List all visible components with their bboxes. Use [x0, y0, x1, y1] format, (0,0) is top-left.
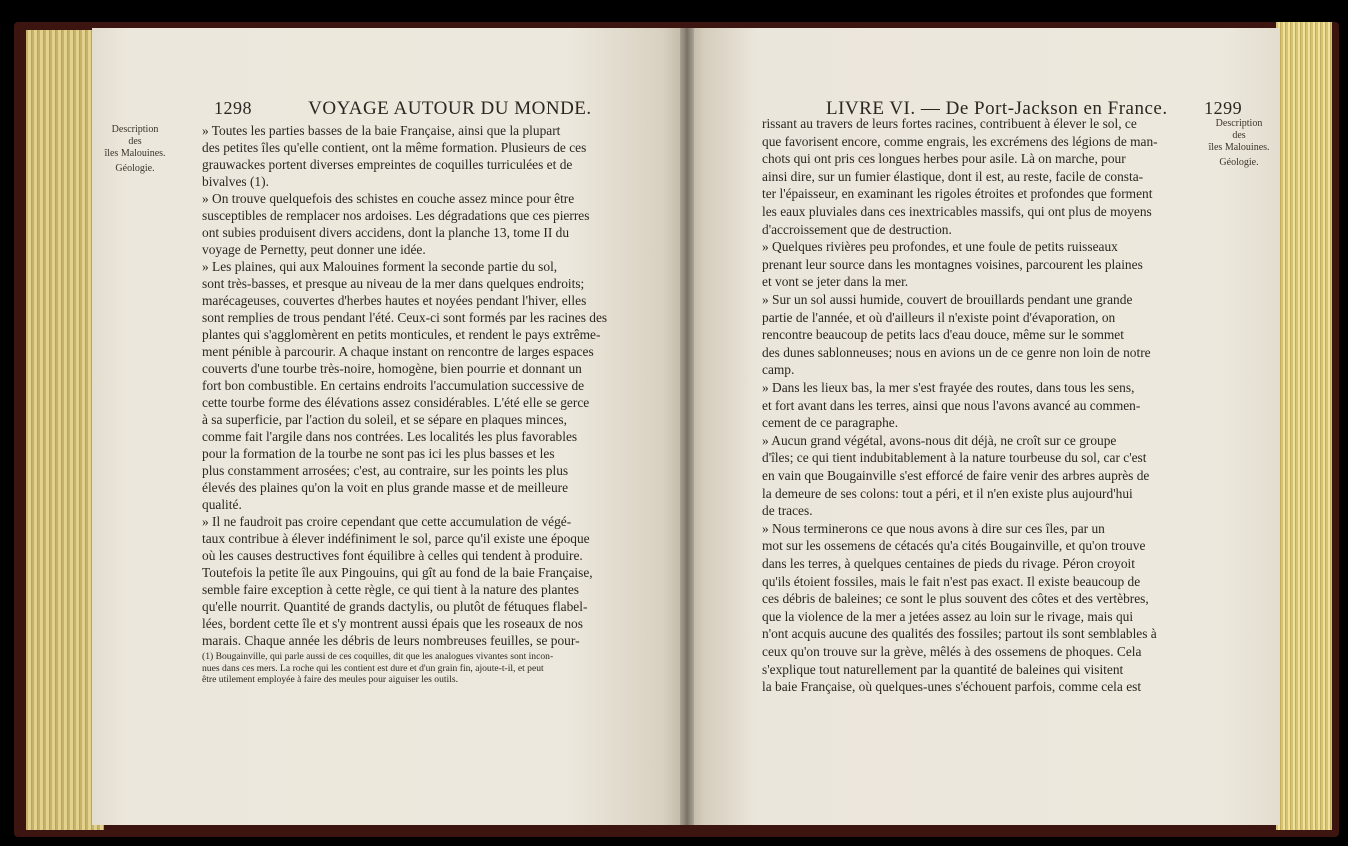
text-line: sont remplies de trous pendant l'été. Ceux-ci sont formés par les racines des — [202, 310, 608, 325]
text-line: voyage de Pernetty, peut donner une idée. — [202, 242, 426, 257]
book-gutter — [680, 28, 694, 825]
text-line: rencontre beaucoup de petits lacs d'eau douce, même sur le sommet — [762, 327, 1124, 343]
text-line: plus constamment arrosées; c'est, au contraire, sur les points les plus — [202, 463, 569, 478]
text-line: la demeure de ses colons: tout a péri, et il n'en existe plus aujourd'hui — [762, 485, 1133, 501]
text-line: » Dans les lieux bas, la mer s'est frayée des routes, dans tous les sens, — [762, 380, 1135, 395]
text-line: » Il ne faudroit pas croire cependant que cette accumulation de végé- — [202, 514, 572, 529]
text-line: » Toutes les parties basses de la baie Française, ainsi que la plupart — [202, 123, 561, 138]
footnote-line: être utilement employée à faire des meules pour aiguiser les outils. — [202, 674, 459, 685]
text-line: et vont se jeter dans la mer. — [762, 274, 909, 290]
right-page-number: 1299 — [1204, 98, 1243, 118]
text-line: dans les terres, à quelques centaines de pieds du rivage. Péron croyoit — [762, 556, 1135, 571]
text-line: » Sur un sol aussi humide, couvert de brouillards pendant une grande — [762, 292, 1133, 307]
text-line: grauwackes portent diverses empreintes de coquilles turriculées et de — [202, 157, 573, 172]
text-line: d'îles; ce qui tient indubitablement à la nature tourbeuse du sol, car c'est — [762, 450, 1147, 466]
text-line: ainsi dire, sur un fumier élastique, dont il est, au reste, facile de consta- — [762, 168, 1144, 184]
text-line: camp. — [762, 362, 795, 378]
text-line: la baie Française, où quelques-unes s'échouent parfois, comme cela est — [762, 679, 1142, 695]
text-line: que favorisent encore, comme engrais, les excrémens des légions de man- — [762, 133, 1158, 149]
text-line: d'accroissement que de destruction. — [762, 221, 952, 237]
text-line: qualité. — [202, 497, 242, 512]
text-line: à sa superficie, par l'action du soleil, et se sépare en plaques minces, — [202, 412, 567, 427]
text-line: » On trouve quelquefois des schistes en couche assez mince pour être — [202, 191, 575, 206]
text-line: marais. Chaque année les débris de leurs nombreuses feuilles, se pour- — [202, 633, 580, 648]
text-line: où les causes destructives font équilibre à celles qui tendent à produire. — [202, 548, 583, 563]
text-line: cette tourbe forme des élévations assez considérables. L'été elle se gerce — [202, 395, 590, 410]
right-page — [686, 28, 1280, 825]
text-line: qu'ils étoient fossiles, mais le fait n'est pas exact. Il existe beaucoup de — [762, 573, 1141, 589]
text-line: fort bon combustible. En certains endroits l'accumulation successive de — [202, 378, 585, 393]
text-line: partie de l'année, et où d'ailleurs il n'existe point d'évaporation, on — [762, 309, 1116, 325]
left-running-head — [214, 98, 592, 120]
text-line: chots qui ont pris ces longues herbes pour asile. Là on marche, pour — [762, 151, 1126, 167]
text-line: » Quelques rivières peu profondes, et une foule de petits ruisseaux — [762, 239, 1118, 255]
text-line: lées, bordent cette île et s'y montrent aussi épais que les roseaux de nos — [202, 616, 583, 631]
right-margin-note: Description des îles Malouines. Géologie. — [1208, 118, 1270, 168]
text-line: de traces. — [762, 503, 813, 519]
text-line: taux contribue à élever indéfiniment le sol, parce qu'il existe une époque — [202, 531, 590, 546]
text-line: élevés des plaines qu'on la voit en plus grande masse et de meilleure — [202, 480, 569, 495]
left-margin-note: Description des îles Malouines. Géologie. — [104, 124, 166, 174]
text-line: couverts d'une tourbe très-noire, homogène, bien pourrie et donnant un — [202, 361, 582, 376]
text-line: rissant au travers de leurs fortes racines, contribuent à élever le sol, ce — [762, 116, 1137, 131]
footnote-line: nues dans ces mers. La roche qui les contient est dure et d'un grain fin, ajoute-t-il, et peut — [202, 662, 544, 674]
text-line: et fort avant dans les terres, ainsi que nous l'avons avancé au commen- — [762, 397, 1141, 413]
text-line: s'explique tout naturellement par la quantité de baleines qui visitent — [762, 661, 1124, 677]
text-line: les eaux pluviales dans ces inextricables massifs, qui ont plus de moyens — [762, 204, 1152, 219]
right-running-title: LIVRE VI. — De Port-Jackson en France. — [826, 98, 1168, 119]
text-line: marécageuses, couvertes d'herbes hautes et noyées pendant l'hiver, elles — [202, 293, 587, 308]
text-line: n'ont acquis aucune des qualités des fossiles; partout ils sont semblables à — [762, 626, 1157, 642]
text-line: mot sur les ossemens de cétacés qu'a cités Bougainville, et qu'on trouve — [762, 538, 1146, 554]
text-line: » Aucun grand végétal, avons-nous dit déjà, ne croît sur ce groupe — [762, 432, 1117, 448]
text-line: ceux qu'on trouve sur la grève, mêlés à des ossemens de phoques. Cela — [762, 644, 1142, 659]
text-line: ces débris de baleines; ce sont le plus souvent des côtes et des vertèbres, — [762, 591, 1149, 607]
text-line: plantes qui s'agglomèrent en petits monticules, et rendent le pays extrême- — [202, 327, 601, 342]
text-line: cement de ce paragraphe. — [762, 415, 899, 431]
text-line: susceptibles de remplacer nos ardoises. Les dégradations que ces pierres — [202, 208, 590, 223]
text-line: Toutefois la petite île aux Pingouins, qui gît au fond de la baie Française, — [202, 565, 593, 580]
text-line: pour la formation de la tourbe ne sont pas ici les plus basses et les — [202, 446, 555, 461]
text-line: sont très-basses, et presque au niveau de la mer dans quelques endroits; — [202, 276, 585, 291]
text-line: en vain que Bougainville s'est efforcé de faire venir des arbres auprès de — [762, 468, 1150, 483]
text-line: des dunes sablonneuses; nous en avions un de ce genre non loin de notre — [762, 344, 1151, 360]
page-edges-right — [1276, 22, 1332, 830]
text-line: » Les plaines, qui aux Malouines forment la seconde partie du sol, — [202, 259, 558, 274]
left-running-title: VOYAGE AUTOUR DU MONDE. — [308, 98, 592, 119]
text-line: comme fait l'argile dans nos contrées. Les localités les plus favorables — [202, 429, 578, 444]
text-line: que la violence de la mer a jetées assez au loin sur le rivage, mais qui — [762, 608, 1134, 624]
text-line: prenant leur source dans les montagnes voisines, parcourent les plaines — [762, 256, 1143, 272]
footnote-line: (1) Bougainville, qui parle aussi de ces coquilles, dit que les analogues vivantes sont incon- — [202, 651, 554, 662]
text-line: » Nous terminerons ce que nous avons à dire sur ces îles, par un — [762, 520, 1105, 536]
text-line: ment pénible à parcourir. A chaque instant on rencontre de larges espaces — [202, 344, 594, 359]
text-line: ont subies produisent divers accidens, dont la planche 13, tome II du — [202, 225, 570, 240]
text-line: des petites îles qu'elle contient, ont la même formation. Plusieurs de ces — [202, 140, 587, 155]
text-line: semble faire exception à cette règle, ce qui tient à la nature des plantes — [202, 582, 579, 597]
left-page-number: 1298 — [214, 98, 252, 118]
text-line: qu'elle nourrit. Quantité de grands dactylis, ou plutôt de fétuques flabel- — [202, 599, 588, 614]
left-page — [92, 28, 686, 825]
text-line: bivalves (1). — [202, 174, 269, 189]
text-line: ter l'épaisseur, en examinant les rigoles étroites et profondes que forment — [762, 186, 1153, 202]
